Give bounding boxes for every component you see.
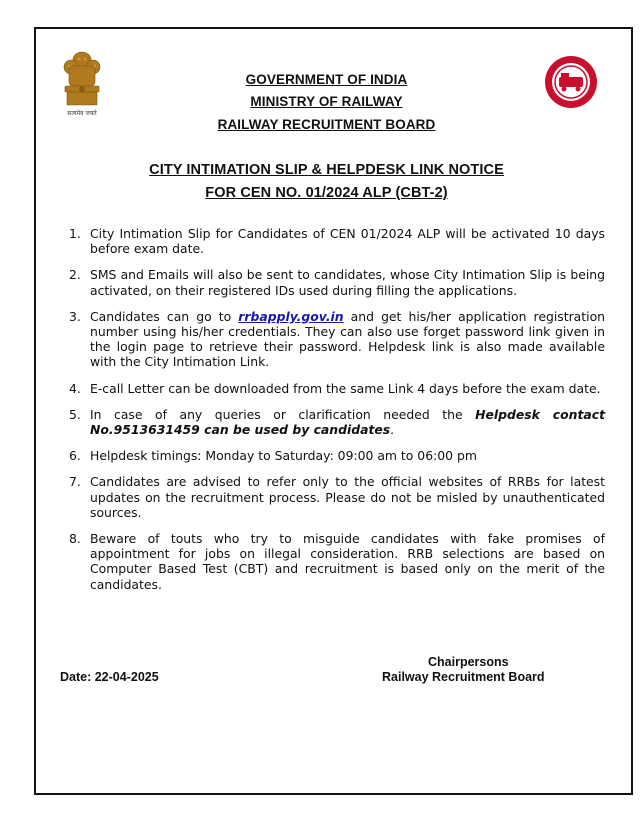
list-item: 4. E-call Letter can be downloaded from the same Link 4 days before the exam date.: [69, 380, 601, 396]
list-item: 7. Candidates are advised to refer only to the official websites of RRBs for latest updates on the recruitment process. Please do not be misled by unauthenticated sources.: [69, 474, 605, 520]
helpdesk-contact: Helpdesk contact No.9513631459 can be used by candidates: [90, 406, 605, 438]
header-board: RAILWAY RECRUITMENT BOARD: [217, 117, 436, 132]
rrbapply-link[interactable]: rrbapply.gov.in: [238, 308, 344, 324]
notice-items: [65, 226, 605, 603]
header-ministry: MINISTRY OF RAILWAY: [250, 94, 403, 109]
notice-subtitle: FOR CEN NO. 01/2024 ALP (CBT-2): [205, 185, 448, 201]
list-item: 3. Candidates can go to rrbapply.gov.in and get his/her application registration number using his/her credentials. They can also use forget password link given in the login page to retrieve their password. Helpdesk link is also made available with the City Intimation Link.: [69, 308, 605, 370]
list-item: 5. In case of any queries or clarification needed the Helpdesk contact No.9513631459 can be used by candidates.: [69, 406, 605, 438]
notice-title: CITY INTIMATION SLIP & HELPDESK LINK NOTICE: [149, 162, 504, 178]
list-item: 6. Helpdesk timings: Monday to Saturday: 09:00 am to 06:00 pm: [69, 448, 477, 464]
notice-date: Date: 22-04-2025: [60, 670, 159, 684]
list-item: 1. City Intimation Slip for Candidates of CEN 01/2024 ALP will be activated 10 days before exam date.: [69, 226, 605, 257]
signatory-organisation: Railway Recruitment Board: [382, 670, 545, 684]
header-government: GOVERNMENT OF INDIA: [245, 72, 408, 87]
signatory-title: Chairpersons: [428, 655, 509, 669]
emblem-motto: सत्यमेव जयते: [67, 110, 97, 117]
list-item: 8. Beware of touts who try to misguide candidates with fake promises of appointment for jobs on illegal consideration. RRB selections are based on Computer Based Test (CBT) and recruitment is based only on the merit of the candidates.: [69, 531, 605, 592]
list-item: 2. SMS and Emails will also be sent to candidates, whose City Intimation Slip is being activated, on their registered IDs used during filling the applications.: [69, 267, 605, 298]
